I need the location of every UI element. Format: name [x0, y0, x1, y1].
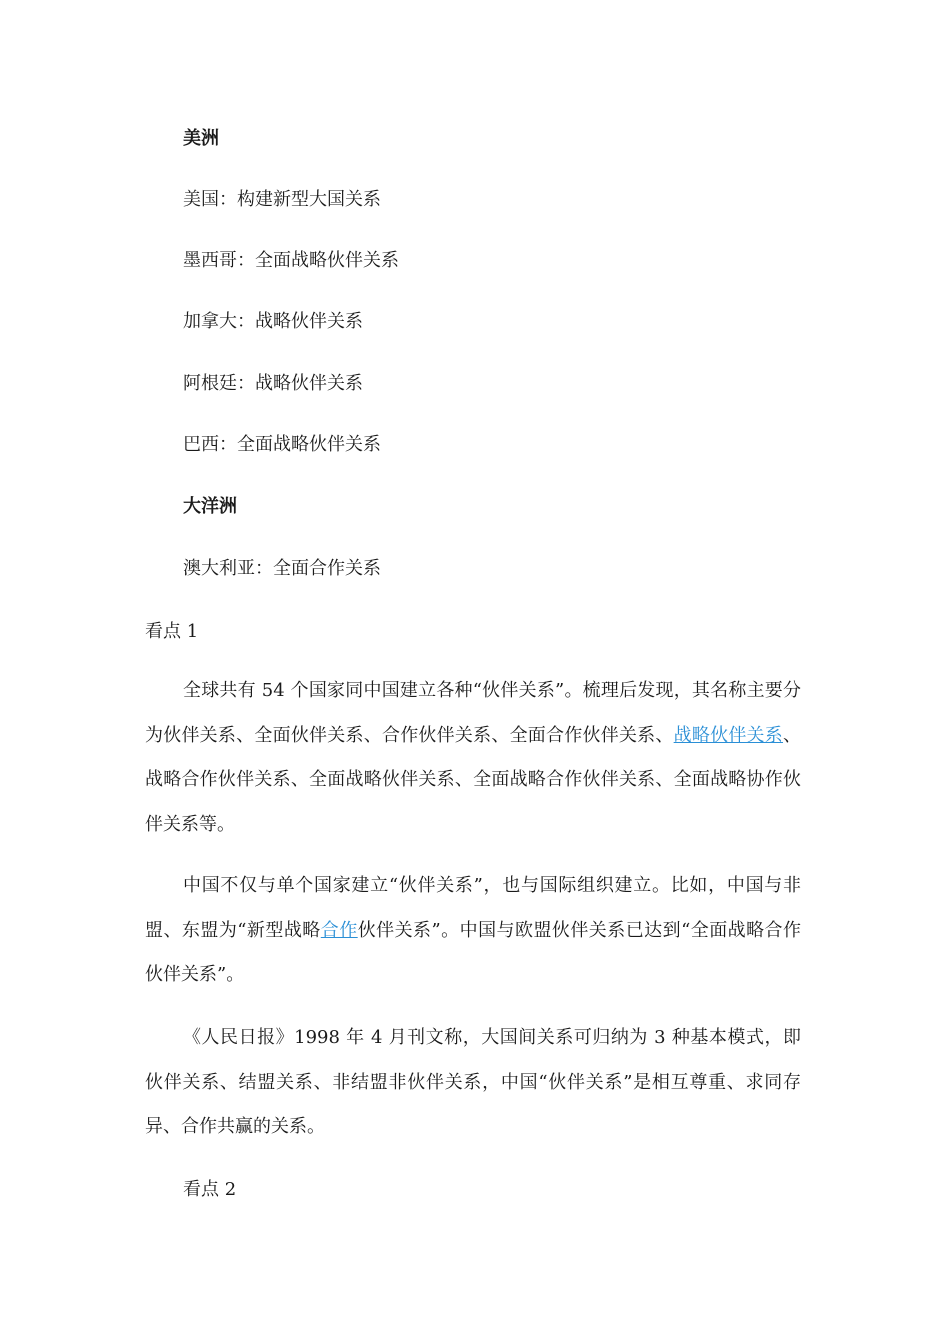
paragraph-3: 《人民日报》1998 年 4 月刊文称，大国间关系可归纳为 3 种基本模式，即伙伴关系、结盟关系、非结盟非伙伴关系，中国“伙伴关系”是相互尊重、求同存异、合作共赢的关系。 — [145, 1027, 801, 1137]
paragraph-text: 、战略合作伙伴关系、全面战略伙伴关系、全面战略合作伙伴关系、全面战略协作伙伴关系等。 — [145, 724, 802, 835]
list-item: 墨西哥：全面战略伙伴关系 — [183, 250, 399, 271]
point-1-heading: 看点 1 — [145, 621, 199, 642]
strategic-partnership-link[interactable]: 战略伙伴关系 — [673, 724, 784, 746]
paragraph-2 — [145, 864, 801, 998]
list-item: 澳大利亚：全面合作关系 — [183, 558, 381, 579]
list-item: 加拿大：战略伙伴关系 — [183, 311, 363, 332]
list-item: 美国：构建新型大国关系 — [183, 189, 381, 210]
paragraph-text: 伙伴关系”。中国与欧盟伙伴关系已达到“全面战略合作伙伴关系”。 — [145, 919, 802, 985]
paragraph-text: 全球共有 54 个国家同中国建立各种“伙伴关系”。梳理后发现，其名称主要分为伙伴关系、全面伙伴关系、合作伙伴关系、全面合作伙伴关系、 — [145, 680, 801, 746]
list-item: 巴西：全面战略伙伴关系 — [183, 434, 381, 455]
section-heading-americas: 美洲 — [183, 128, 219, 149]
paragraph-text: 中国不仅与单个国家建立“伙伴关系”，也与国际组织建立。比如，中国与非盟、东盟为“新型战略 — [145, 875, 801, 941]
cooperation-link[interactable]: 合作 — [320, 919, 358, 941]
point-2-heading: 看点 2 — [183, 1179, 237, 1200]
paragraph-1 — [145, 669, 801, 847]
section-heading-oceania: 大洋洲 — [183, 496, 237, 517]
list-item: 阿根廷：战略伙伴关系 — [183, 373, 363, 394]
